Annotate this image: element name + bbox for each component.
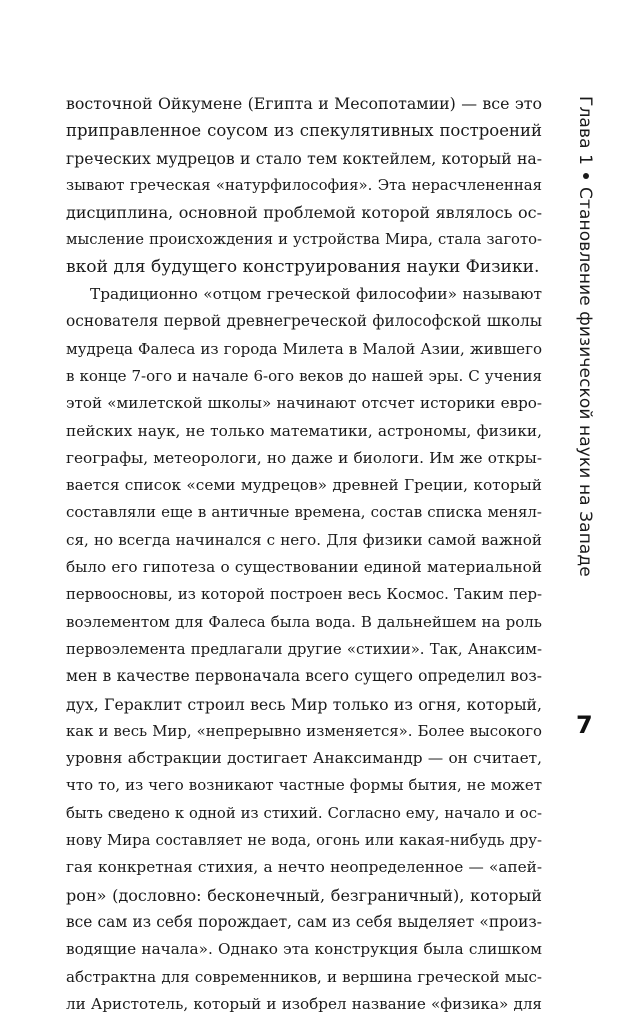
chapter-title: Становление физической науки на Западе	[575, 187, 595, 577]
text-line: что то, из чего возникают частные формы бытия, не может	[66, 776, 542, 795]
body-text	[66, 90, 542, 1018]
text-line: первоэлемента предлагали другие «стихии». Так, Анаксим-	[66, 639, 542, 658]
running-head	[573, 96, 599, 656]
text-line: восточной Ойкумене (Египта и Месопотамии) — все это	[66, 94, 542, 113]
paragraph-2	[66, 281, 542, 1018]
text-line: мудреца Фалеса из города Милета в Малой Азии, жившего	[66, 339, 542, 358]
text-line: приправленное соусом из спекулятивных построений	[66, 121, 542, 141]
text-line: быть сведено к одной из стихий. Согласно ему, начало и ос-	[66, 804, 542, 822]
text-line: греческих мудрецов и стало тем коктейлем, который на-	[66, 148, 542, 168]
page-number: 7	[576, 711, 593, 739]
text-line: ли Аристотель, который и изобрел название «физика» для	[66, 994, 542, 1013]
text-line: водящие начала». Однако эта конструкция была слишком	[66, 940, 542, 959]
text-line: гая конкретная стихия, а нечто неопределенное — «апей-	[66, 858, 542, 877]
text-line: как и весь Мир, «непрерывно изменяется». Более высокого	[66, 721, 542, 740]
text-line: ся, но всегда начинался с него. Для физики самой важной	[66, 530, 542, 549]
text-line: Традиционно «отцом греческой философии» называют	[90, 285, 542, 304]
text-line: в конце 7-ого и начале 6-ого веков до нашей эры. С учения	[66, 366, 542, 385]
text-line: все сам из себя порождает, сам из себя выделяет «произ-	[66, 912, 542, 931]
text-line: пейских наук, не только математики, астрономы, физики,	[66, 421, 542, 440]
text-line: было его гипотеза о существовании единой материальной	[66, 558, 542, 577]
text-line: абстрактна для современников, и вершина греческой мыс-	[66, 967, 542, 986]
text-line: вается список «семи мудрецов» древней Греции, который	[66, 476, 542, 495]
text-line: зывают греческая «натурфилософия». Эта нерасчлененная	[66, 175, 542, 194]
bullet-separator	[583, 173, 589, 179]
text-line: воэлементом для Фалеса была вода. В дальнейшем на роль	[66, 612, 542, 631]
text-line: уровня абстракции достигает Анаксимандр — он считает,	[66, 749, 542, 768]
text-line: основателя первой древнегреческой философской школы	[66, 312, 542, 331]
paragraph-1	[66, 90, 542, 281]
text-line: нову Мира составляет не вода, огонь или какая-нибудь дру-	[66, 831, 542, 850]
chapter-label: Глава 1	[575, 96, 595, 166]
text-line: этой «милетской школы» начинают отсчет историки евро-	[66, 394, 542, 413]
text-line: географы, метеорологи, но даже и биологи. Им же откры-	[66, 448, 542, 467]
text-line: рон» (дословно: бесконечный, безграничный), который	[66, 885, 542, 905]
text-line: мысление происхождения и устройства Мира, стала загото-	[66, 231, 542, 249]
text-line: мен в качестве первоначала всего сущего определил воз-	[66, 667, 542, 686]
text-line: первоосновы, из которой построен весь Космос. Таким пер-	[66, 585, 542, 604]
text-line: дух, Гераклит строил весь Мир только из огня, который,	[66, 694, 542, 714]
text-line: дисциплина, основной проблемой которой являлось ос-	[66, 203, 542, 223]
text-line: вкой для будущего конструирования науки Физики.	[66, 256, 540, 277]
text-line: составляли еще в античные времена, состав списка менял-	[66, 503, 542, 522]
